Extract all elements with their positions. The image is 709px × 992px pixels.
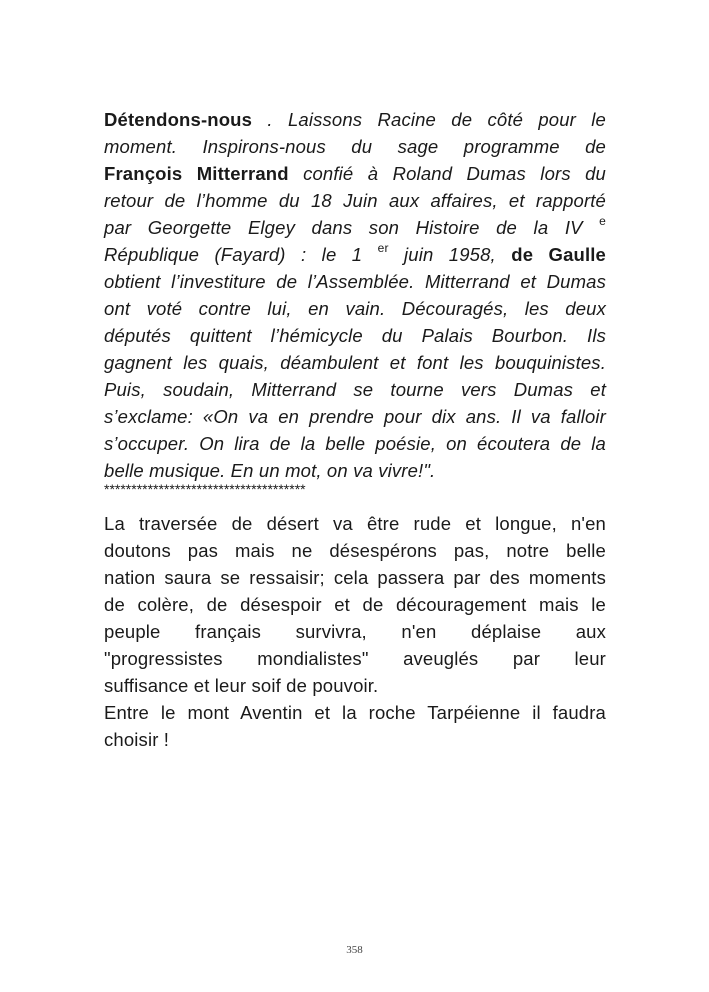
line-text: gagnent les quais, déambulent et font les bouquinistes.	[104, 352, 606, 373]
line-text: députés quittent l’hémicycle du Palais Bourbon. Ils	[104, 325, 606, 346]
line-text: retour de l’homme du 18 Juin aux affaires, et rapporté	[104, 190, 606, 211]
line-text: République (Fayard) : le 1	[104, 244, 378, 265]
p2-line-4: de colère, de désespoir et de découragement mais le	[104, 594, 606, 615]
p3-line-1: Entre le mont Aventin et la roche Tarpéienne il faudra	[104, 702, 606, 723]
bold-phrase: de Gaulle	[511, 244, 606, 265]
p1-line-14	[104, 459, 606, 483]
line-text: confié à Roland Dumas lors du	[288, 163, 607, 184]
p1-line-8	[104, 297, 606, 321]
line-text: juin 1958,	[388, 244, 512, 265]
line-text: s’occuper. On lira de la belle poésie, on écoutera de la	[104, 433, 606, 454]
p2-line-5: peuple français survivra, n'en déplaise aux	[104, 621, 606, 642]
line-text: . Laissons Racine de côté pour le	[252, 109, 606, 130]
p1-line-7	[104, 270, 606, 294]
p1-line-5	[104, 216, 606, 240]
p1-line-13	[104, 432, 606, 456]
line-text: obtient l’investiture de l’Assemblée. Mitterrand et Dumas	[104, 271, 606, 292]
p1-line-6	[104, 243, 606, 267]
line-text: par Georgette Elgey dans son Histoire de la IV	[104, 217, 600, 238]
line-text: moment. Inspirons-nous du sage programme de	[104, 136, 606, 157]
p1-line-4	[104, 189, 606, 213]
asterisk-separator: *************************************	[104, 481, 306, 497]
p1-line-11	[104, 378, 606, 402]
p2-line-1: La traversée de désert va être rude et longue, n'en	[104, 513, 606, 534]
p2-line-7: suffisance et leur soif de pouvoir.	[104, 675, 379, 696]
p2-line-3: nation saura se ressaisir; cela passera par des moments	[104, 567, 606, 588]
p3-line-2: choisir !	[104, 729, 170, 750]
line-text: belle musique. En un mot, on va vivre!".	[104, 460, 436, 481]
p1-line-2	[104, 135, 606, 159]
p2-line-2: doutons pas mais ne désespérons pas, notre belle	[104, 540, 606, 561]
bold-phrase: François Mitterrand	[104, 163, 289, 184]
superscript: er	[377, 241, 389, 255]
p1-line-1	[104, 108, 606, 132]
p1-line-9	[104, 324, 606, 348]
p1-line-3	[104, 162, 606, 186]
p1-line-10	[104, 351, 606, 375]
p2-line-6: "progressistes mondialistes" aveuglés par leur	[104, 648, 606, 669]
line-text: s’exclame: «On va en prendre pour dix ans. Il va falloir	[104, 406, 606, 427]
p1-line-12	[104, 405, 606, 429]
page-number: 358	[346, 944, 363, 956]
bold-phrase: Détendons-nous	[104, 109, 253, 130]
line-text: ont voté contre lui, en vain. Découragés, les deux	[104, 298, 606, 319]
superscript: e	[599, 214, 606, 228]
line-text: Puis, soudain, Mitterrand se tourne vers Dumas et	[104, 379, 606, 400]
